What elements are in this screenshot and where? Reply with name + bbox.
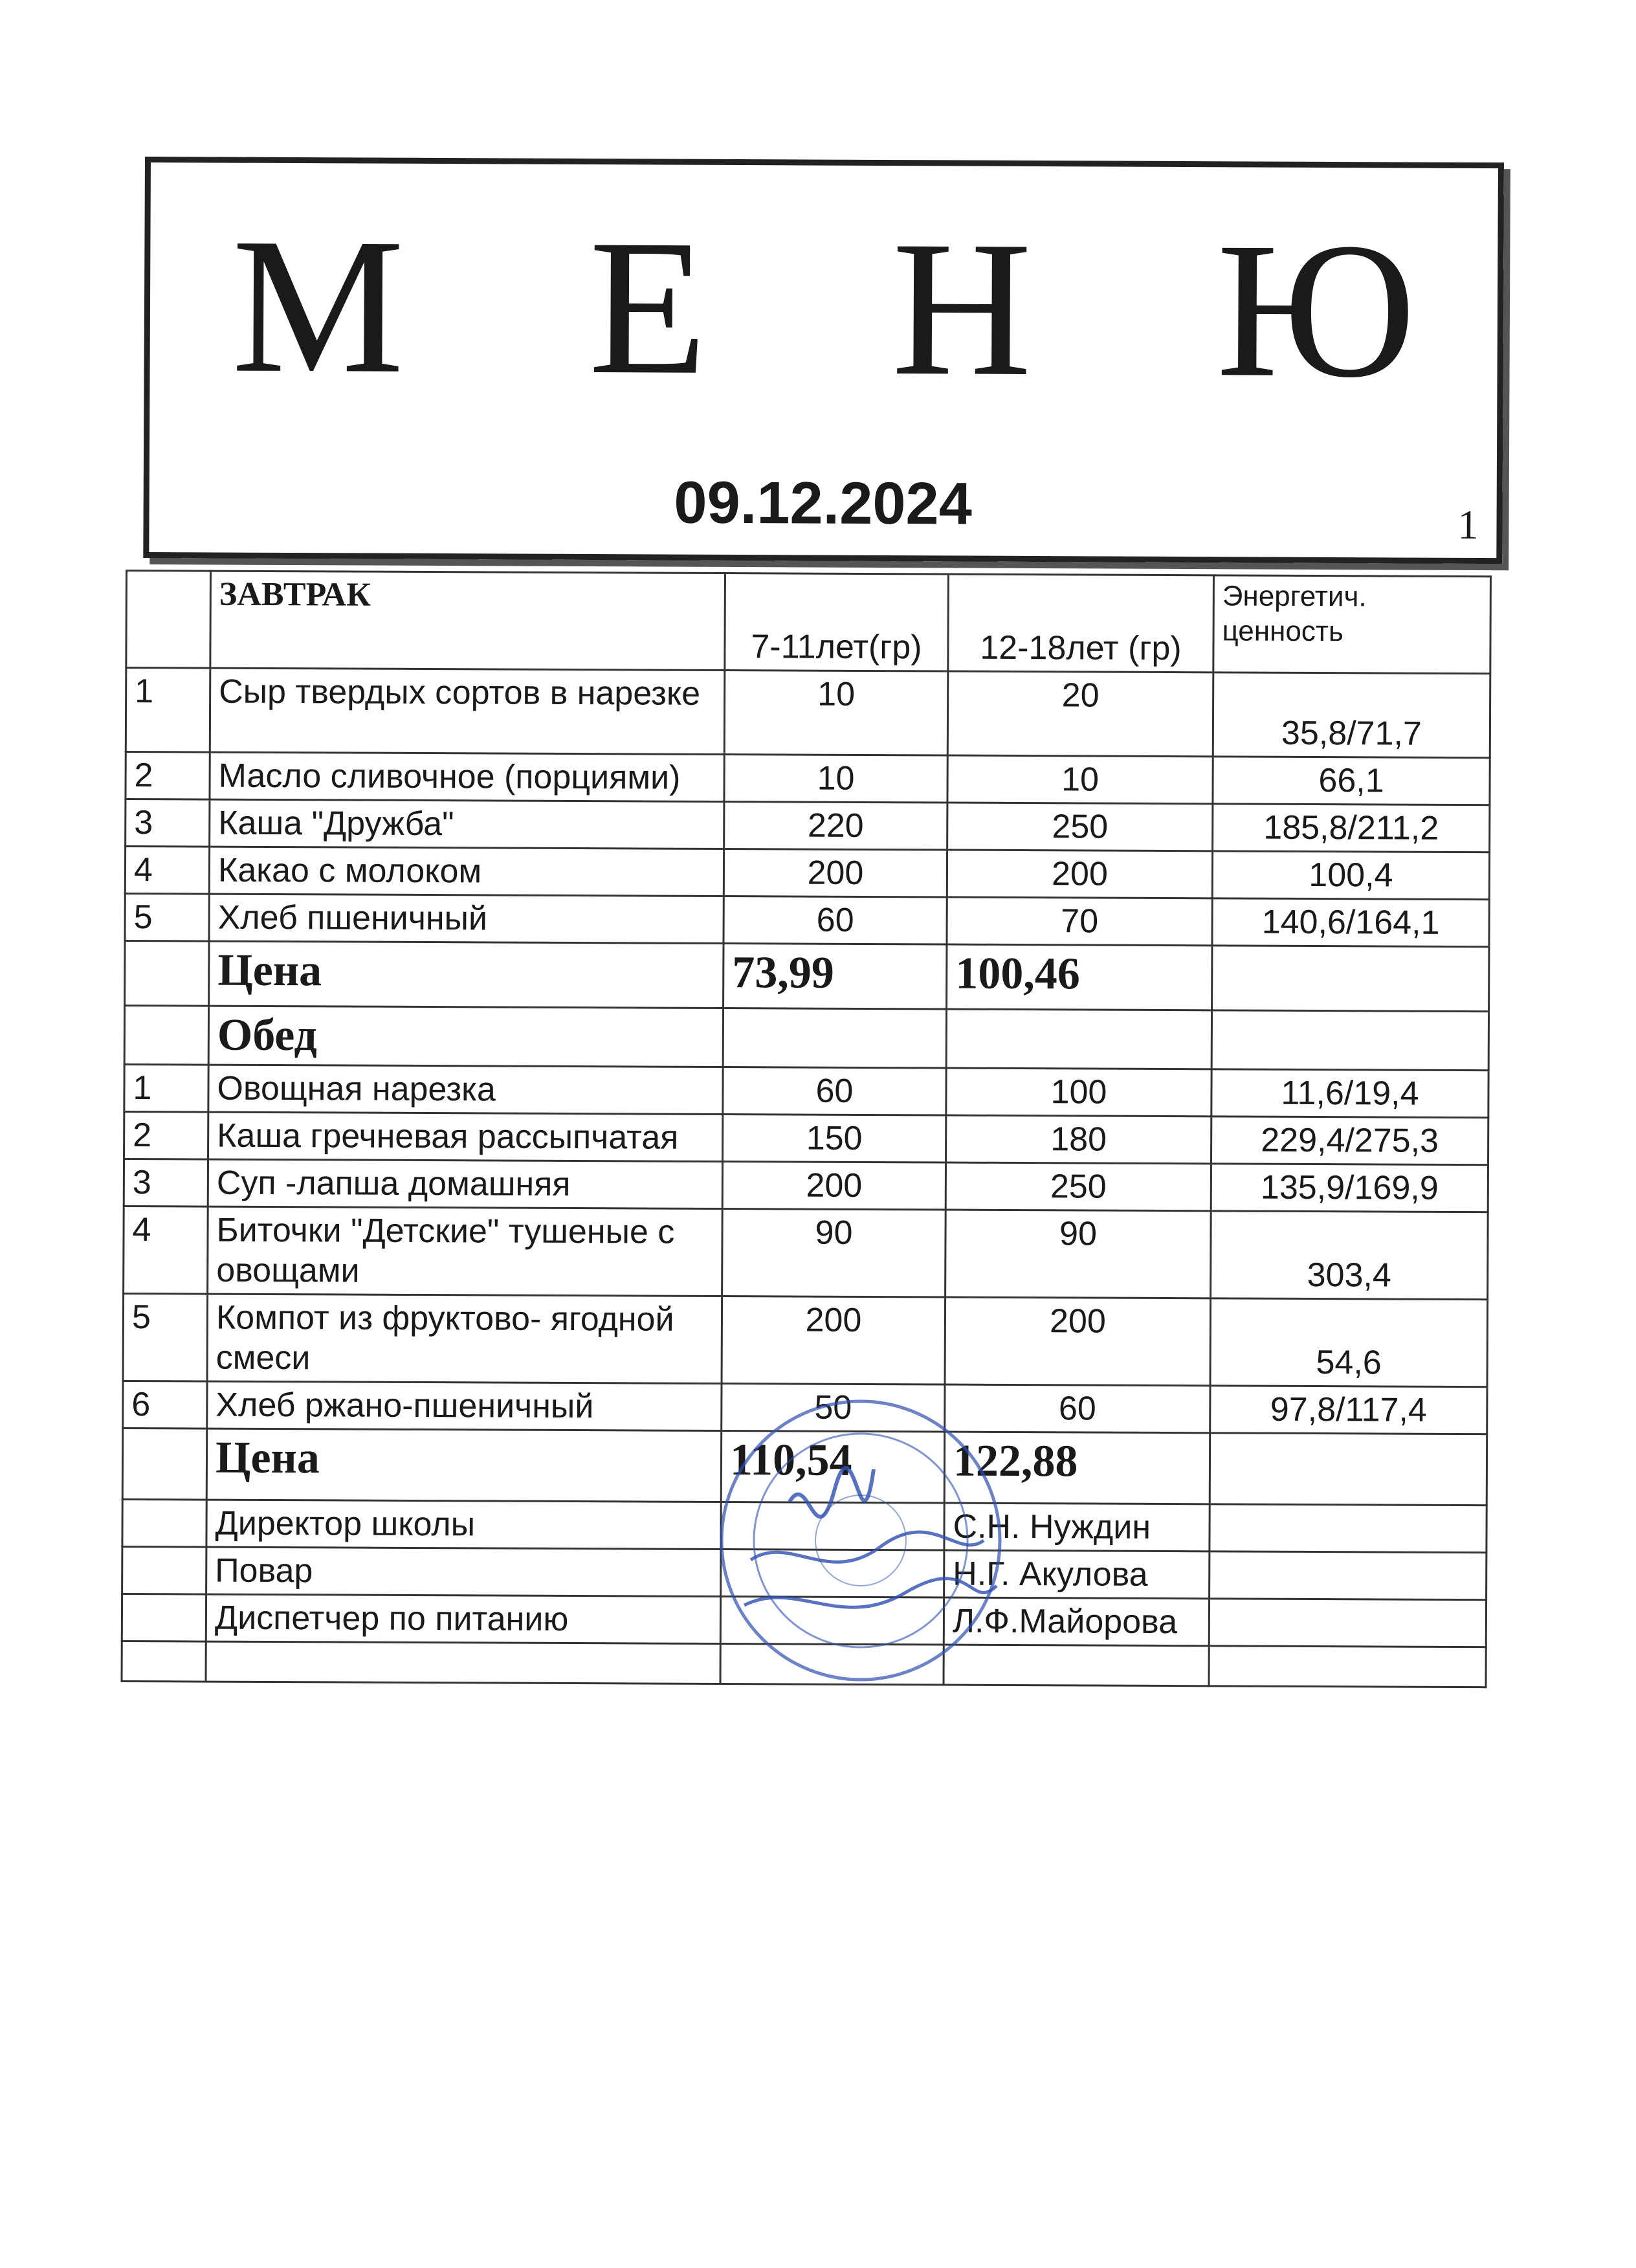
- breakfast-item-qty-12-18: 250: [947, 803, 1213, 851]
- empty-cell: [206, 1641, 720, 1684]
- lunch-item-number: 2: [124, 1111, 208, 1159]
- col-age-1-header: 7-11лет(гр): [725, 573, 949, 672]
- breakfast-item-number: 5: [125, 894, 209, 942]
- breakfast-item-qty-12-18: 70: [947, 897, 1212, 946]
- breakfast-item-qty-12-18: 10: [947, 755, 1213, 804]
- lunch-item-energy: 135,9/169,9: [1211, 1164, 1488, 1212]
- page-title: М Е Н Ю: [231, 197, 1485, 419]
- breakfast-section-label: ЗАВТРАК: [210, 571, 725, 670]
- col-energy-header: Энергетич. ценность: [1213, 575, 1491, 674]
- signatures: [122, 1499, 1487, 1647]
- lunch-price-row: [122, 1428, 1487, 1505]
- breakfast-item-number: 4: [125, 847, 209, 895]
- lunch-item-energy: 11,6/19,4: [1211, 1069, 1488, 1118]
- lunch-item-energy: 54,6: [1210, 1298, 1488, 1387]
- empty-row: [122, 1641, 1486, 1687]
- col-age-2-header: 12-18лет (гр): [948, 574, 1214, 673]
- lunch-price-a: 110,54: [721, 1431, 944, 1504]
- empty-cell: [122, 1499, 206, 1547]
- empty-cell: [720, 1644, 944, 1685]
- signature-name: Н.Г. Акулова: [944, 1550, 1210, 1599]
- empty-cell: [720, 1597, 944, 1645]
- empty-cell: [1210, 1551, 1487, 1600]
- breakfast-price-label: Цена: [209, 941, 724, 1008]
- breakfast-item-row: [125, 847, 1489, 900]
- lunch-item-number: 6: [123, 1381, 207, 1429]
- breakfast-price-a: 73,99: [724, 944, 947, 1010]
- price-num-cell: [125, 941, 209, 1006]
- breakfast-price-b: 100,46: [947, 944, 1212, 1010]
- empty-cell: [721, 1502, 944, 1551]
- breakfast-item-qty-7-11: 200: [724, 849, 947, 898]
- lunch-item-number: 1: [124, 1064, 208, 1112]
- lunch-item-row: [124, 1111, 1488, 1164]
- lunch-item-name: Биточки "Детские" тушеные с овощами: [208, 1206, 723, 1296]
- lunch-item-qty-12-18: 180: [946, 1115, 1211, 1164]
- lunch-item-qty-7-11: 200: [722, 1296, 945, 1385]
- breakfast-header-row: [126, 571, 1491, 674]
- empty-cell: [122, 1594, 206, 1641]
- lunch-item-qty-7-11: 150: [723, 1115, 946, 1163]
- breakfast-item-energy: 185,8/211,2: [1213, 804, 1490, 852]
- lunch-item-qty-7-11: 200: [722, 1162, 945, 1210]
- lunch-empty-a: [723, 1008, 946, 1069]
- breakfast-item-energy: 140,6/164,1: [1212, 898, 1489, 947]
- lunch-item-qty-12-18: 90: [945, 1210, 1211, 1298]
- lunch-item-qty-12-18: 100: [946, 1068, 1211, 1117]
- menu-date: 09.12.2024: [674, 469, 973, 537]
- breakfast-item-energy: 35,8/71,7: [1213, 673, 1490, 758]
- signature-row: [122, 1499, 1487, 1552]
- breakfast-item-number: 3: [126, 799, 210, 847]
- lunch-item-energy: 97,8/117,4: [1210, 1386, 1487, 1434]
- lunch-section-label: Обед: [208, 1006, 723, 1067]
- breakfast-item-number: 1: [126, 668, 210, 753]
- breakfast-price-row: [125, 941, 1489, 1012]
- lunch-item-name: Каша гречневая рассыпчатая: [208, 1112, 723, 1161]
- lunch-item-qty-7-11: 60: [723, 1067, 946, 1116]
- signature-role: Директор школы: [206, 1500, 721, 1549]
- breakfast-item-number: 2: [126, 752, 210, 800]
- empty-cell: [122, 1641, 206, 1682]
- lunch-item-number: 5: [123, 1293, 208, 1381]
- lunch-item-row: [123, 1293, 1488, 1386]
- breakfast-items: [125, 668, 1490, 947]
- signature-role: Диспетчер по питанию: [206, 1594, 720, 1643]
- breakfast-item-qty-7-11: 60: [724, 896, 947, 945]
- lunch-item-qty-12-18: 60: [945, 1384, 1210, 1433]
- lunch-item-qty-12-18: 200: [945, 1297, 1211, 1386]
- breakfast-item-qty-12-18: 20: [947, 671, 1213, 757]
- lunch-price-num-cell: [122, 1428, 206, 1500]
- lunch-item-name: Овощная нарезка: [208, 1065, 723, 1114]
- empty-cell: [1209, 1646, 1486, 1687]
- menu-table: [120, 570, 1491, 1688]
- lunch-item-row: [124, 1159, 1488, 1212]
- breakfast-item-name: Каша "Дружба": [210, 799, 724, 849]
- lunch-num-cell: [124, 1006, 208, 1065]
- header-num-cell: [126, 571, 211, 669]
- lunch-empty-e: [1211, 1010, 1488, 1071]
- page-number: 1: [1457, 501, 1479, 548]
- lunch-header-row: [124, 1006, 1488, 1071]
- lunch-item-qty-7-11: 50: [722, 1384, 945, 1432]
- lunch-item-row: [124, 1206, 1488, 1299]
- breakfast-item-name: Хлеб пшеничный: [209, 894, 724, 943]
- lunch-item-name: Компот из фруктово- ягодной смеси: [207, 1294, 722, 1383]
- breakfast-item-energy: 100,4: [1212, 851, 1489, 900]
- lunch-item-qty-12-18: 250: [945, 1162, 1211, 1211]
- signature-name: С.Н. Нуждин: [944, 1503, 1210, 1551]
- lunch-item-name: Хлеб ржано-пшеничный: [207, 1381, 722, 1430]
- signature-row: [122, 1546, 1487, 1599]
- lunch-price-energy-cell: [1210, 1433, 1487, 1506]
- breakfast-item-name: Какао с молоком: [209, 847, 724, 896]
- signature-role: Повар: [206, 1547, 721, 1596]
- breakfast-item-name: Сыр твердых сортов в нарезке: [210, 668, 725, 754]
- breakfast-item-row: [126, 752, 1490, 805]
- empty-cell: [122, 1546, 206, 1594]
- signature-name: Л.Ф.Майорова: [944, 1597, 1209, 1646]
- lunch-item-number: 3: [124, 1159, 208, 1206]
- signature-row: [122, 1594, 1486, 1647]
- breakfast-item-qty-7-11: 220: [724, 802, 947, 850]
- lunch-item-energy: 303,4: [1211, 1211, 1488, 1300]
- breakfast-item-row: [125, 894, 1489, 947]
- breakfast-item-row: [126, 668, 1490, 758]
- lunch-price-label: Цена: [206, 1429, 721, 1502]
- lunch-item-name: Суп -лапша домашняя: [208, 1159, 722, 1208]
- lunch-item-energy: 229,4/275,3: [1211, 1117, 1488, 1165]
- breakfast-item-qty-7-11: 10: [724, 755, 947, 803]
- lunch-items: [123, 1064, 1488, 1434]
- lunch-price-b: 122,88: [944, 1432, 1210, 1504]
- breakfast-item-name: Масло сливочное (порциями): [210, 752, 724, 801]
- empty-cell: [944, 1645, 1209, 1686]
- price-energy-cell: [1212, 946, 1489, 1012]
- breakfast-item-energy: 66,1: [1213, 757, 1490, 805]
- lunch-empty-b: [946, 1009, 1211, 1069]
- lunch-item-row: [124, 1064, 1488, 1117]
- breakfast-item-row: [126, 799, 1490, 852]
- lunch-item-qty-7-11: 90: [722, 1209, 946, 1298]
- empty-cell: [1210, 1504, 1487, 1553]
- breakfast-item-qty-7-11: 10: [724, 671, 948, 756]
- empty-cell: [721, 1550, 944, 1598]
- lunch-item-number: 4: [124, 1206, 208, 1294]
- lunch-item-row: [123, 1381, 1487, 1434]
- title-box: [143, 157, 1504, 564]
- empty-cell: [1209, 1599, 1486, 1647]
- breakfast-item-qty-12-18: 200: [947, 850, 1212, 898]
